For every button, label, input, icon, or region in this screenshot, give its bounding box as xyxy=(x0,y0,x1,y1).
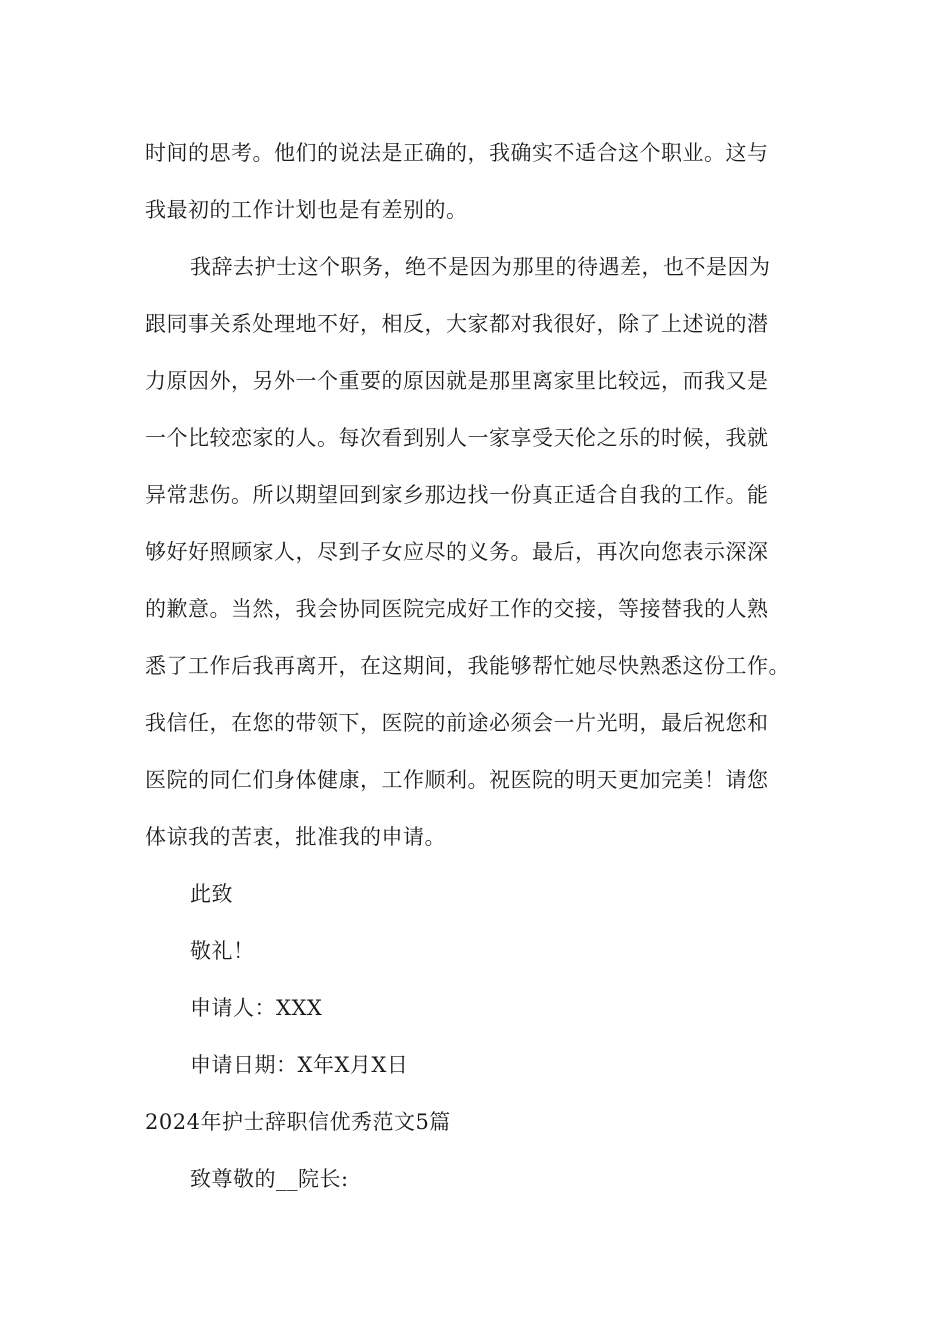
body-line-11: 我信任，在您的带领下，医院的前途必须会一片光明，最后祝您和 xyxy=(145,711,769,735)
body-line-2: 我最初的工作计划也是有差别的。 xyxy=(145,198,468,222)
body-line-8: 够好好照顾家人，尽到子女应尽的义务。最后，再次向您表示深深 xyxy=(145,540,769,564)
body-line-1: 时间的思考。他们的说法是正确的，我确实不适合这个职业。这与 xyxy=(145,141,769,165)
body-line-6: 一个比较恋家的人。每次看到别人一家享受天伦之乐的时候，我就 xyxy=(145,426,769,450)
body-line-9: 的歉意。当然，我会协同医院完成好工作的交接，等接替我的人熟 xyxy=(145,597,769,621)
date-line: 申请日期：X年X月X日 xyxy=(190,1053,409,1077)
body-line-12: 医院的同仁们身体健康，工作顺利。祝医院的明天更加完美！请您 xyxy=(145,768,769,792)
section-title: 2024年护士辞职信优秀范文5篇 xyxy=(145,1110,451,1134)
body-line-7: 异常悲伤。所以期望回到家乡那边找一份真正适合自我的工作。能 xyxy=(145,483,769,507)
body-line-4: 跟同事关系处理地不好，相反，大家都对我很好，除了上述说的潜 xyxy=(145,312,769,336)
body-line-10: 悉了工作后我再离开，在这期间，我能够帮忙她尽快熟悉这份工作。 xyxy=(145,654,790,678)
body-line-3: 我辞去护士这个职务，绝不是因为那里的待遇差，也不是因为 xyxy=(190,255,771,279)
body-line-5: 力原因外，另外一个重要的原因就是那里离家里比较远，而我又是 xyxy=(145,369,769,393)
greeting-line: 致尊敬的__院长: xyxy=(190,1167,349,1191)
body-line-13: 体谅我的苦衷，批准我的申请。 xyxy=(145,825,446,849)
applicant-line: 申请人：XXX xyxy=(190,996,323,1020)
salute-text: 敬礼！ xyxy=(190,939,255,963)
closing-text: 此致 xyxy=(190,882,233,906)
